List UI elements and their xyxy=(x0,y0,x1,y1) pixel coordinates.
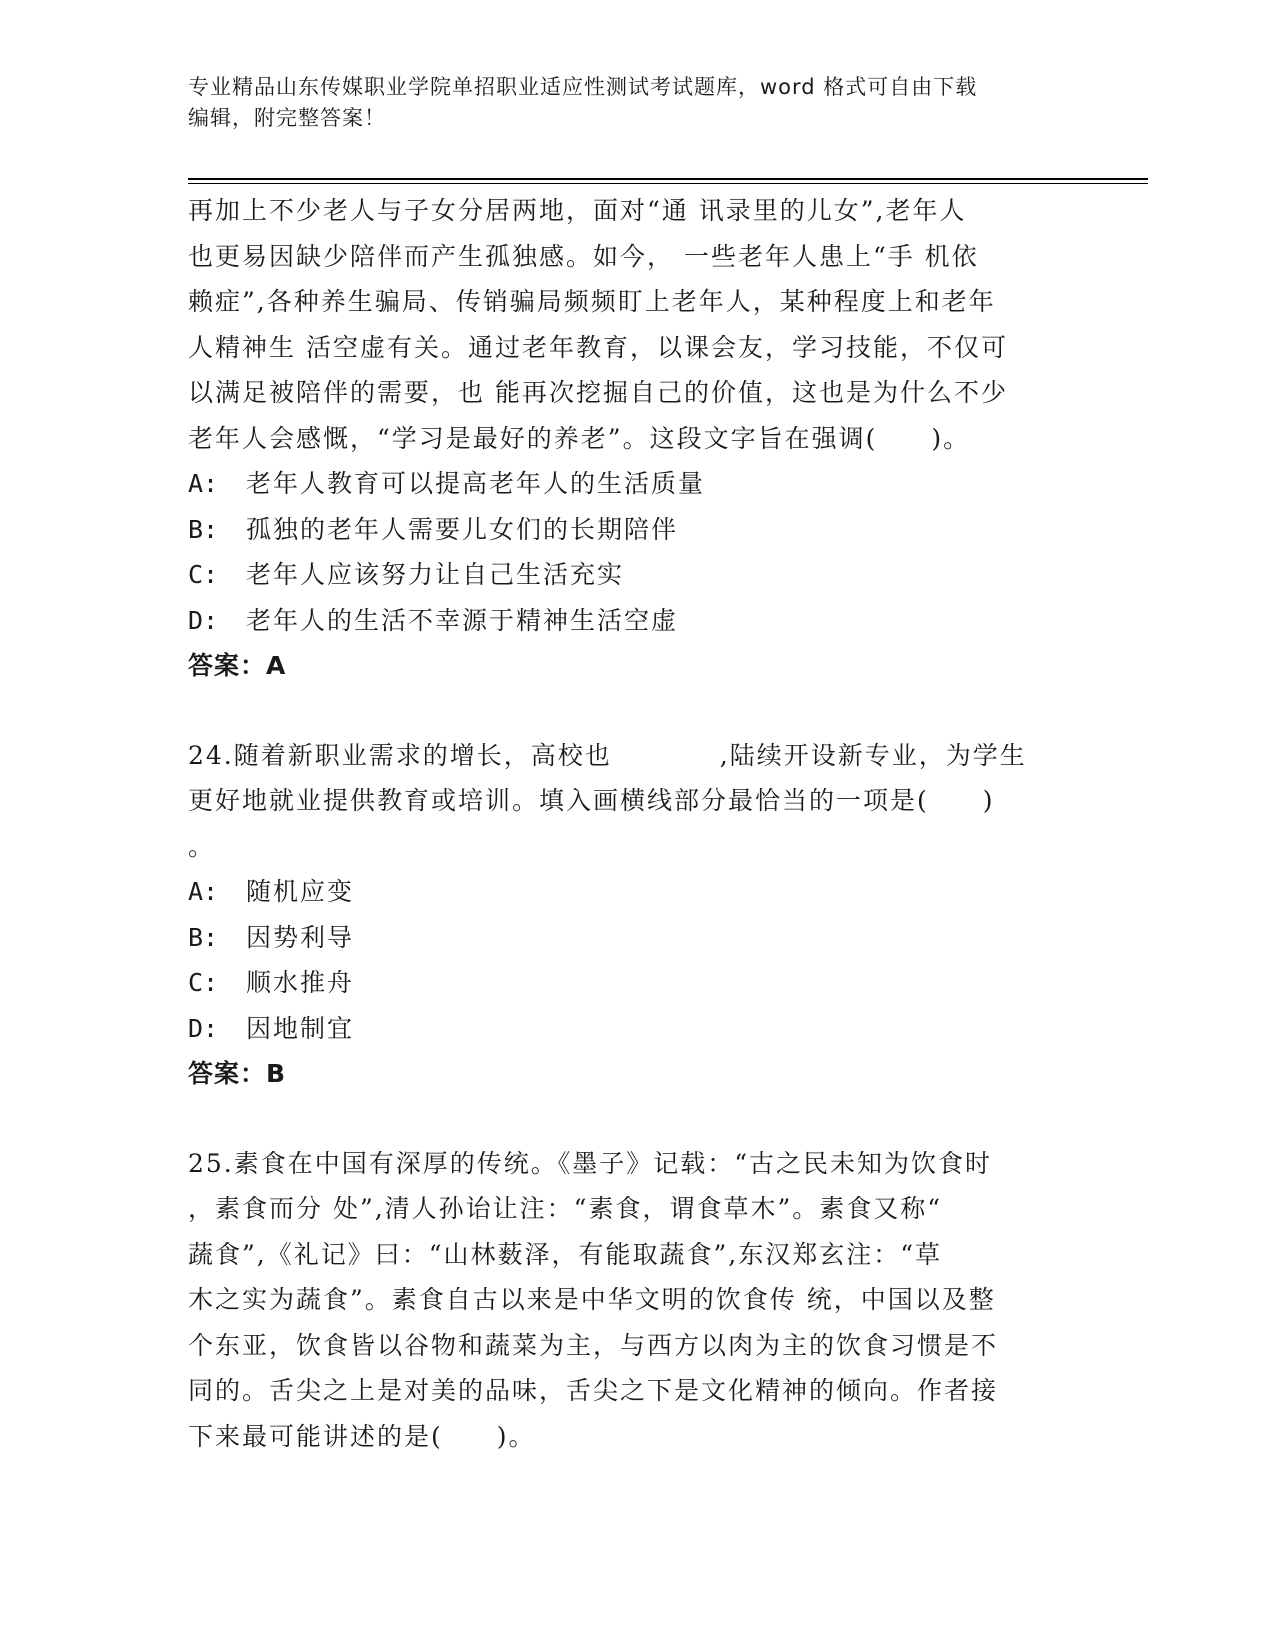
question-text-line: ，素食而分 处”,清人孙诒让注：“素食，谓食草木”。素食又称“ xyxy=(188,1194,943,1223)
question-text-line: 木之实为蔬食”。素食自古以来是中华文明的饮食传 统，中国以及整 xyxy=(188,1285,996,1314)
question-text-line: 下来最可能讲述的是( )。 xyxy=(188,1421,536,1451)
option-a xyxy=(188,869,1068,915)
option-letter: A: xyxy=(188,877,219,906)
option-text: 因地制宜 xyxy=(246,1013,355,1043)
option-letter: A: xyxy=(188,469,219,498)
question-text-line: 人精神生 活空虚有关。通过老年教育，以课会友，学习技能，不仅可 xyxy=(188,332,1008,362)
header-line-1: 专业精品山东传媒职业学院单招职业适应性测试考试题库，word 格式可自由下载 xyxy=(188,75,978,99)
option-d xyxy=(188,598,1068,644)
option-b xyxy=(188,507,1068,553)
header-line-2: 编辑，附完整答案！ xyxy=(188,106,386,130)
option-text: 老年人的生活不幸源于精神生活空虚 xyxy=(246,605,679,635)
option-letter: D: xyxy=(188,605,219,635)
question-text-line: 也更易因缺少陪伴而产生孤独感。如今， 一些老年人患上“手 机依 xyxy=(188,241,979,271)
option-text: 顺水推舟 xyxy=(246,968,355,997)
spacer xyxy=(188,1097,1068,1141)
option-text: 随机应变 xyxy=(246,877,355,906)
option-text: 老年人应该努力让自己生活充实 xyxy=(246,560,625,589)
question-text-line: 。 xyxy=(188,831,216,861)
option-letter: B: xyxy=(188,922,219,952)
document-body xyxy=(188,188,1068,1459)
option-letter: C: xyxy=(188,560,219,589)
question-text-line: 24.随着新职业需求的增长，高校也 ,陆续开设新专业，为学生 xyxy=(188,740,1027,770)
header-rule-thin xyxy=(188,183,1148,184)
question-text-line: 再加上不少老人与子女分居两地，面对“通 讯录里的儿女”,老年人 xyxy=(188,196,967,225)
question-text-line: 老年人会感慨，“学习是最好的养老”。这段文字旨在强调( )。 xyxy=(188,423,971,453)
question-text-line: 个东亚，饮食皆以谷物和蔬菜为主，与西方以肉为主的饮食习惯是不 xyxy=(188,1330,999,1360)
option-text: 孤独的老年人需要儿女们的长期陪伴 xyxy=(246,514,679,544)
answer-label: 答案：B xyxy=(188,1059,287,1088)
option-letter: D: xyxy=(188,1013,219,1043)
option-text: 因势利导 xyxy=(246,922,355,952)
option-c xyxy=(188,960,1068,1006)
question-23 xyxy=(188,188,1068,689)
option-letter: B: xyxy=(188,514,219,544)
question-text-line: 更好地就业提供教育或培训。填入画横线部分最恰当的一项是( ) xyxy=(188,786,995,815)
option-c xyxy=(188,552,1068,598)
answer-label: 答案：A xyxy=(188,651,287,680)
spacer xyxy=(188,689,1068,733)
option-b xyxy=(188,915,1068,961)
option-d xyxy=(188,1006,1068,1052)
question-text-line: 赖症”,各种养生骗局、传销骗局频频盯上老年人，某种程度上和老年 xyxy=(188,287,996,316)
option-a xyxy=(188,461,1068,507)
question-25 xyxy=(188,1141,1068,1460)
question-text-line: 25.素食在中国有深厚的传统。《墨子》记载：“古之民未知为饮食时 xyxy=(188,1148,993,1178)
question-text-line: 同的。舌尖之上是对美的品味，舌尖之下是文化精神的倾向。作者接 xyxy=(188,1376,999,1405)
option-text: 老年人教育可以提高老年人的生活质量 xyxy=(246,469,706,498)
page-header xyxy=(188,72,1068,134)
question-text-line: 以满足被陪伴的需要，也 能再次挖掘自己的价值，这也是为什么不少 xyxy=(188,378,1008,407)
header-rule-thick xyxy=(188,178,1148,180)
question-text-line: 蔬食”,《礼记》曰：“山林薮泽，有能取蔬食”,东汉郑玄注：“草 xyxy=(188,1239,943,1269)
option-letter: C: xyxy=(188,968,219,997)
question-24 xyxy=(188,733,1068,1097)
